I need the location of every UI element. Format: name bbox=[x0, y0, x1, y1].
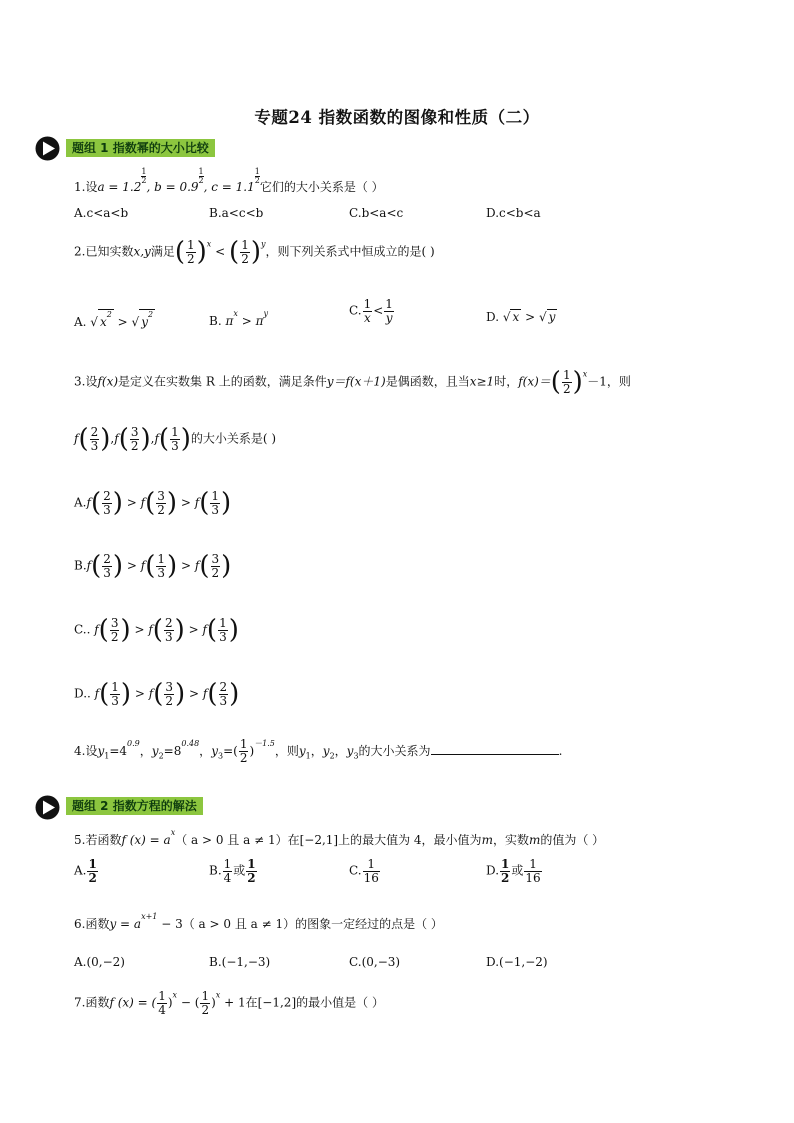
option-1c: C.b<a<c bbox=[349, 206, 404, 220]
option-3a: A.f( $\frac{2}{3}$ ) > f( $\frac{3}{2}$ ) > f( $\frac{1}{3}$ ) bbox=[74, 488, 232, 518]
option-6b: B.(−1,−3) bbox=[209, 955, 271, 969]
page-title: 专题24 指数函数的图像和性质（二） bbox=[254, 108, 540, 127]
option-5b: B. $\frac{1}{4}$ 或 $\frac{1}{2}$ bbox=[209, 857, 256, 885]
option-6a: A.(0,−2) bbox=[74, 955, 125, 969]
question-1: 1.设a = 1.2 $\frac{1}{2}$ , b = 0.9 $\frac{1}{2}$ , c = 1.1 $\frac{1}{2}$ 它们的大小关系是（ ） bbox=[74, 167, 384, 194]
option-6c: C.(0,−3) bbox=[349, 955, 401, 969]
question-3: 3.设f(x)是定义在实数集 R 上的函数，满足条件y＝f(x＋1)是偶函数，且当x≥1时，f(x)＝( $\frac{1}{2}$ )$^x$－1，则 bbox=[74, 367, 631, 397]
option-1b: B.a<c<b bbox=[209, 206, 264, 220]
section-label-2: 题组 2 指数方程的解法 bbox=[66, 797, 203, 815]
question-4: 4.设$y_1=4^{0.9}$，$y_2=8^{0.48}$，$y_3=$( $\frac{1}{2}$ )$^{-1.5}$，则$y_1$，$y_2$，$y_3$的大小关系为 . bbox=[74, 737, 563, 765]
option-2b: B. $\pi^x > \pi^y$ bbox=[209, 309, 269, 328]
play-arrow-icon bbox=[34, 135, 61, 162]
section-header-2 bbox=[34, 794, 61, 824]
option-1d: D.c<b<a bbox=[486, 206, 541, 220]
section-header-1 bbox=[34, 135, 61, 165]
option-6d: D.(−1,−2) bbox=[486, 955, 548, 969]
question-5: 5.若函数f $(x) = a^x$（ a > 0 且 a ≠ 1）在[−2,1]上的最大值为 4，最小值为m，实数m的值为（ ） bbox=[74, 828, 605, 847]
question-7: 7.函数f (x) = ( $\frac{1}{4}$ )$^x$ − ( $\frac{1}{2}$ )$^x$ + 1在[−1,2]的最小值是（ ） bbox=[74, 989, 384, 1017]
option-5c: C. $\frac{1}{16}$ bbox=[349, 857, 379, 885]
option-3d: D.. f( $\frac{1}{3}$ ) > f( $\frac{3}{2}$ ) > f( $\frac{2}{3}$ ) bbox=[74, 679, 240, 709]
question-6: 6.函数$y = a^{x+1} - 3$（ a > 0 且 a ≠ 1）的图象一定经过的点是（ ） bbox=[74, 912, 443, 931]
option-2d: D. √ x > √ y bbox=[486, 310, 556, 324]
answer-blank[interactable] bbox=[431, 753, 559, 755]
option-1a: A.c<a<b bbox=[74, 206, 129, 220]
option-2a: A. √ $x^2$ > √ $y^2$ bbox=[74, 310, 154, 329]
option-3b: B.f( $\frac{2}{3}$ ) > f( $\frac{1}{3}$ ) > f( $\frac{3}{2}$ ) bbox=[74, 551, 232, 581]
option-3c: C.. f( $\frac{3}{2}$ ) > f( $\frac{2}{3}$ ) > f( $\frac{1}{3}$ ) bbox=[74, 615, 239, 645]
play-arrow-icon bbox=[34, 794, 61, 821]
question-2: 2.已知实数x,y满足( $\frac{1}{2}$ )$^x$ < ( $\frac{1}{2}$ )$^y$，则下列关系式中恒成立的是( ) bbox=[74, 237, 435, 267]
option-5d: D. $\frac{1}{2}$ 或 $\frac{1}{16}$ bbox=[486, 857, 541, 885]
question-3-compare: f( $\frac{2}{3}$ ),f( $\frac{3}{2}$ ),f( $\frac{1}{3}$ )的大小关系是( ) bbox=[74, 424, 277, 454]
option-2c: C. $\frac{1}{x}$ < $\frac{1}{y}$ bbox=[349, 297, 393, 325]
section-label-1: 题组 1 指数幂的大小比较 bbox=[66, 139, 215, 157]
option-5a: A. $\frac{1}{2}$ bbox=[74, 857, 97, 885]
